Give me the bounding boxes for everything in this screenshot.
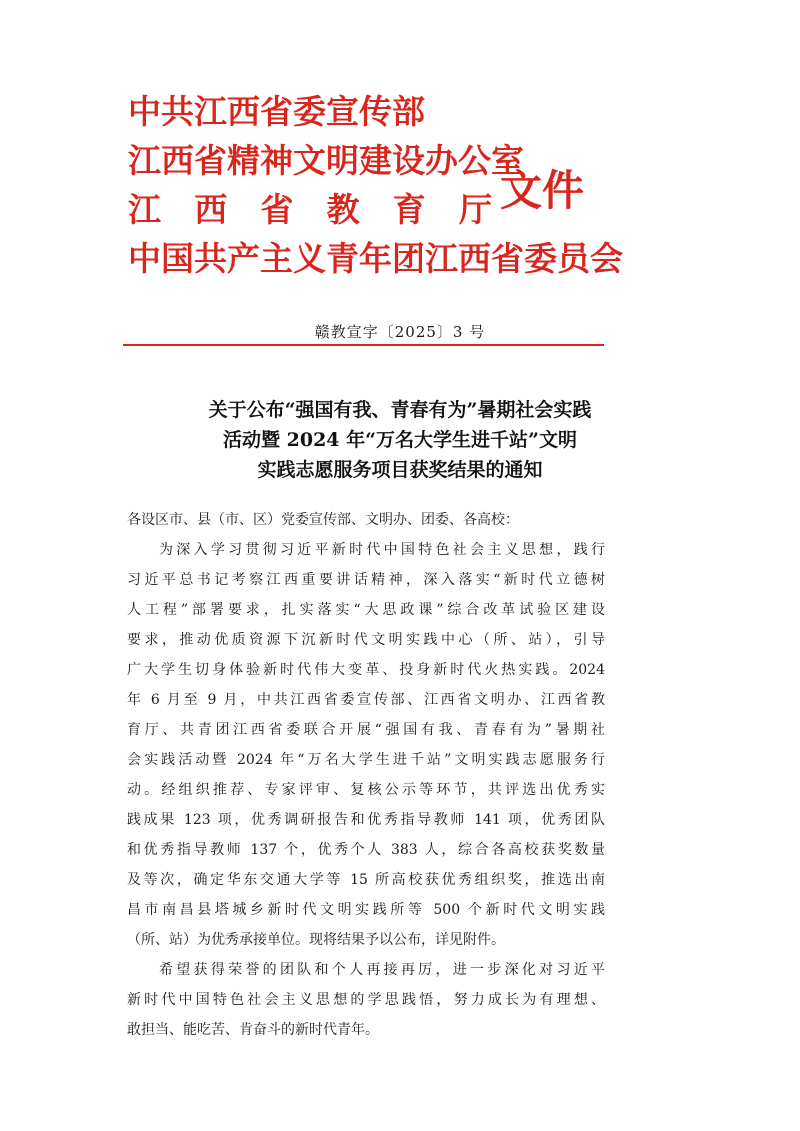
issuer-youth-league: 中国共产主义青年团江西省委员会 <box>128 239 623 278</box>
body-line: 新时代中国特色社会主义思想的学思践悟，努力成长为有理想、 <box>127 992 605 1008</box>
issuer-education-char: 育 <box>392 190 426 229</box>
body-line: 昌市南昌县塔城乡新时代文明实践所等 500 个新时代文明实践 <box>127 902 605 918</box>
document-number: 赣教宣字〔2025〕3 号 <box>314 323 486 341</box>
body-line: 为深入学习贯彻习近平新时代中国特色社会主义思想，践行 <box>159 542 605 558</box>
issuer-education-char: 厅 <box>458 190 492 229</box>
issuer-education-char: 江 <box>128 190 161 229</box>
body-line: 年 6 月至 9 月，中共江西省委宣传部、江西省文明办、江西省教 <box>127 692 605 708</box>
title-line-3: 实践志愿服务项目获奖结果的通知 <box>257 459 543 481</box>
salutation: 各设区市、县（市、区）党委宣传部、文明办、团委、各高校： <box>127 512 519 528</box>
body-line: 动。经组织推荐、专家评审、复核公示等环节，共评选出优秀实 <box>127 782 605 798</box>
title-line-1: 关于公布“强国有我、青春有为”暑期社会实践 <box>208 399 592 421</box>
body-line: 要求，推动优质资源下沉新时代文明实践中心（所、站），引导 <box>127 632 605 648</box>
body-line: 人工程”部署要求，扎实落实“大思政课”综合改革试验区建设 <box>127 602 605 618</box>
body-line: 广大学生切身体验新时代伟大变革、投身新时代火热实践。2024 <box>127 662 605 678</box>
issuer-civilization-office: 江西省精神文明建设办公室 <box>128 141 524 180</box>
title-line-2: 活动暨 2024 年“万名大学生进千站”文明 <box>223 429 577 451</box>
body-line: 践成果 123 项，优秀调研报告和优秀指导教师 141 项，优秀团队 <box>127 812 605 828</box>
body-line: 和优秀指导教师 137 个，优秀个人 383 人，综合各高校获奖数量 <box>127 842 605 858</box>
document-suffix: 文件 <box>500 166 585 215</box>
body-line: 希望获得荣誉的团队和个人再接再厉，进一步深化对习近平 <box>159 962 605 978</box>
red-divider <box>123 344 604 346</box>
issuer-education-dept <box>128 188 492 232</box>
body-line: 敢担当、能吃苦、肯奋斗的新时代青年。 <box>127 1022 379 1038</box>
body-line: 育厅、共青团江西省委联合开展“强国有我、青春有为”暑期社 <box>127 722 605 738</box>
body-line: 习近平总书记考察江西重要讲话精神，深入落实“新时代立德树 <box>127 572 605 588</box>
issuer-education-char: 省 <box>260 190 294 229</box>
body-line: 会实践活动暨 2024 年“万名大学生进千站”文明实践志愿服务行 <box>127 752 605 768</box>
issuer-propaganda-dept: 中共江西省委宣传部 <box>128 92 425 131</box>
body-line: （所、站）为优秀承接单位。现将结果予以公布，详见附件。 <box>127 932 505 948</box>
body-line: 及等次，确定华东交通大学等 15 所高校获优秀组织奖，推选出南 <box>127 872 605 888</box>
issuer-education-char: 教 <box>326 190 360 229</box>
issuer-education-char: 西 <box>194 190 228 229</box>
